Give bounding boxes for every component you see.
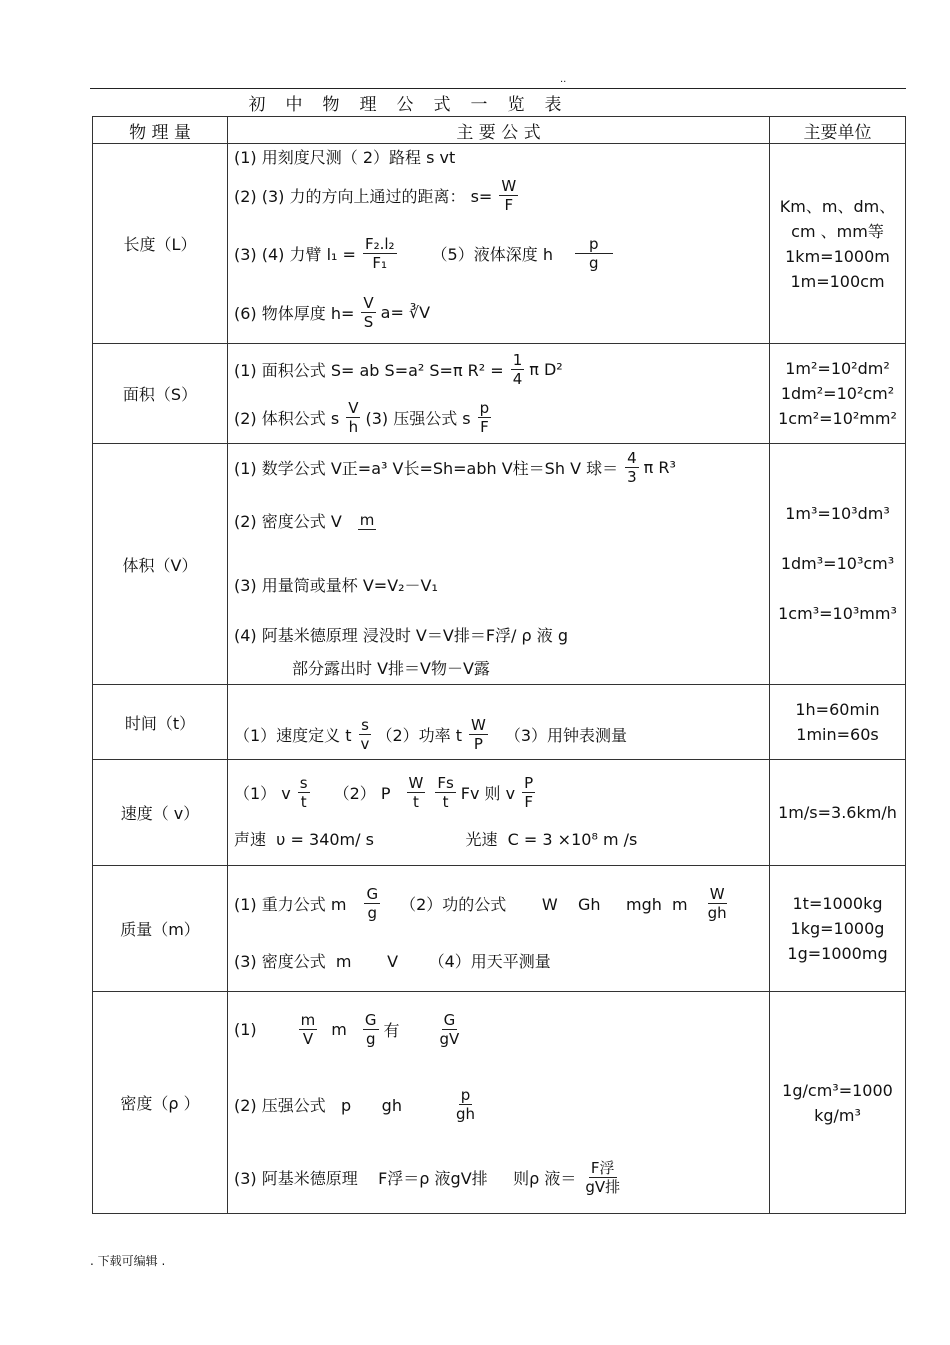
fraction xyxy=(706,885,729,922)
formula-text: (3) 压强公式 s xyxy=(365,409,471,428)
denominator: t xyxy=(412,793,419,811)
numerator: F浮 xyxy=(590,1159,615,1177)
row-area xyxy=(93,344,906,444)
fraction xyxy=(522,774,535,811)
denominator: h xyxy=(348,418,359,436)
denominator: gh xyxy=(707,904,727,922)
formula-cell xyxy=(228,866,770,992)
header-quantity: 物 理 量 xyxy=(93,117,228,144)
unit-line: 1m=100cm xyxy=(790,271,885,291)
header-formula: 主 要 公 式 xyxy=(228,117,770,144)
fraction xyxy=(454,1086,477,1123)
denominator: g xyxy=(367,904,378,922)
denominator: g xyxy=(588,254,599,272)
formula-text: π D² xyxy=(529,360,563,379)
header-dots: .. xyxy=(560,74,567,85)
numerator: G xyxy=(364,1011,377,1029)
formula-cell xyxy=(228,685,770,760)
unit-line: 1kg=1000g xyxy=(790,919,885,938)
fraction xyxy=(363,235,397,272)
row-mass xyxy=(93,866,906,992)
unit-line: 1cm³=10³mm³ xyxy=(778,604,897,623)
quantity-name: 长度（L） xyxy=(93,144,228,344)
formula-line xyxy=(234,819,763,859)
formula-line xyxy=(234,284,763,342)
numerator: p xyxy=(479,399,490,417)
formula-text: a= ∛V xyxy=(380,303,431,322)
denominator: t xyxy=(442,793,449,811)
formula-line xyxy=(234,490,763,550)
formula-text: m xyxy=(331,1020,347,1039)
unit-cell xyxy=(770,760,906,866)
numerator: W xyxy=(709,885,725,903)
numerator: V xyxy=(363,294,374,312)
numerator: P xyxy=(524,774,534,792)
numerator: V xyxy=(348,399,359,417)
unit-line: 1m³=10³dm³ xyxy=(785,504,890,523)
denominator: 4 xyxy=(512,370,523,388)
unit-line: 1min=60s xyxy=(796,725,879,744)
fraction xyxy=(438,1011,462,1048)
unit-cell xyxy=(770,992,906,1214)
unit-line: 1m/s=3.6km/h xyxy=(778,803,897,822)
denominator: t xyxy=(300,793,307,811)
formula-text: (6) 物体厚度 h= xyxy=(234,304,355,323)
formula-text: （1）速度定义 t xyxy=(234,725,352,745)
formula-text: (4) 阿基米德原理 浸没时 V＝V排＝F浮/ ρ 液 g xyxy=(234,625,568,645)
formula-line xyxy=(234,936,763,986)
denominator: S xyxy=(363,313,374,331)
fraction xyxy=(575,235,613,272)
page-footer: . 下载可编辑 . xyxy=(90,1254,166,1268)
unit-line: 1dm³=10³cm³ xyxy=(780,554,895,573)
formula-text: (1) 数学公式 V正=a³ V长=Sh=abh V柱＝Sh V 球＝ xyxy=(234,458,619,478)
formula-line xyxy=(234,650,763,684)
formula-text: (2) 密度公式 V xyxy=(234,511,342,531)
unit-line: 1h=60min xyxy=(795,700,880,719)
formula-line xyxy=(234,1148,763,1208)
formula-line xyxy=(234,709,763,759)
numerator: s xyxy=(299,774,308,792)
formula-text: （2） P xyxy=(333,784,391,803)
numerator: Fs xyxy=(437,774,454,792)
formula-table xyxy=(92,116,906,1214)
formula-text: （3）用钟表测量 xyxy=(504,725,628,745)
unit-line: cm 、mm等 xyxy=(791,221,884,241)
formula-line xyxy=(234,1062,763,1148)
header-unit: 主要单位 xyxy=(770,117,906,144)
fraction xyxy=(363,1011,379,1048)
numerator: p xyxy=(575,235,613,254)
numerator: 4 xyxy=(627,448,637,467)
formula-line xyxy=(234,146,763,168)
formula-cell xyxy=(228,444,770,685)
quantity-name: 体积（V） xyxy=(93,444,228,685)
row-volume xyxy=(93,444,906,685)
formula-line xyxy=(234,618,763,650)
unit-line: 1t=1000kg xyxy=(792,894,883,913)
formula-text: (2) 压强公式 p gh xyxy=(234,1096,402,1115)
formula-text: (1) 面积公式 S= ab S=a² S=π R² = xyxy=(234,361,504,380)
quantity-name: 密度（ρ ） xyxy=(93,992,228,1214)
denominator: 3 xyxy=(627,467,637,486)
fraction xyxy=(361,294,375,331)
unit-line: Km、m、dm、 xyxy=(779,196,896,216)
unit-line: 1g/cm³=1000 xyxy=(782,1080,893,1100)
unit-line: kg/m³ xyxy=(814,1105,861,1125)
numerator: 1 xyxy=(512,351,523,369)
denominator: F₁ xyxy=(372,254,388,272)
formula-cell xyxy=(228,344,770,444)
fraction xyxy=(499,177,518,214)
numerator: W xyxy=(408,774,424,792)
page-title: 初中物理公式一览表 xyxy=(248,95,582,115)
formula-line xyxy=(234,394,763,442)
fraction xyxy=(407,774,426,811)
formula-cell xyxy=(228,144,770,344)
fraction xyxy=(359,716,372,753)
denominator: P xyxy=(473,734,483,753)
formula-text: （2）功的公式 W Gh mgh m xyxy=(400,895,688,914)
formula-text: (3) 密度公式 m V （4）用天平测量 xyxy=(234,952,551,971)
formula-text: 部分露出时 V排＝V物－V露 xyxy=(292,658,490,678)
unit-line: 1m²=10²dm² xyxy=(785,359,890,378)
numerator: m xyxy=(359,510,375,529)
quantity-name: 时间（t） xyxy=(93,685,228,760)
formula-text: （2）功率 t xyxy=(376,725,462,745)
denominator: v xyxy=(360,734,370,753)
fraction xyxy=(478,399,492,436)
numerator: G xyxy=(366,885,379,903)
numerator: m xyxy=(300,1011,316,1029)
header-rule xyxy=(90,88,906,89)
unit-cell xyxy=(770,344,906,444)
row-time xyxy=(93,685,906,760)
formula-line xyxy=(234,168,763,224)
fraction xyxy=(299,1011,318,1048)
formula-text: (3) 用量筒或量杯 V=V₂－V₁ xyxy=(234,575,438,595)
denominator: F xyxy=(524,793,533,811)
unit-cell xyxy=(770,144,906,344)
denominator: gh xyxy=(455,1105,476,1123)
denominator: g xyxy=(365,1030,376,1048)
fraction xyxy=(364,885,380,922)
unit-line: 1cm²=10²mm² xyxy=(778,409,897,428)
formula-text: (1) 重力公式 m xyxy=(234,895,347,914)
numerator: W xyxy=(470,715,486,734)
numerator: W xyxy=(501,177,517,195)
formula-text: Fv 则 v xyxy=(460,784,516,803)
fraction xyxy=(298,774,310,811)
denominator: V xyxy=(302,1030,314,1048)
formula-cell xyxy=(228,760,770,866)
unit-cell xyxy=(770,444,906,685)
fraction xyxy=(469,716,488,753)
quantity-name: 质量（m） xyxy=(93,866,228,992)
unit-cell xyxy=(770,866,906,992)
row-length xyxy=(93,144,906,344)
unit-line: 1dm²=10²cm² xyxy=(780,384,895,403)
denominator: gV xyxy=(439,1030,460,1048)
fraction xyxy=(346,399,360,436)
formula-line xyxy=(234,224,763,284)
formula-text: 声速 υ = 340m/ s 光速 C = 3 ×10⁸ m /s xyxy=(234,830,638,849)
formula-text: （5）液体深度 h xyxy=(431,245,553,264)
formula-text: (3) (4) 力臂 l₁ = xyxy=(234,245,356,264)
row-density xyxy=(93,992,906,1214)
unit-line: 1km=1000m xyxy=(785,246,890,266)
formula-line xyxy=(234,550,763,618)
table-header-row xyxy=(93,117,906,144)
quantity-name: 速度（ v） xyxy=(93,760,228,866)
row-speed xyxy=(93,760,906,866)
numerator: G xyxy=(443,1011,456,1029)
formula-cell xyxy=(228,992,770,1214)
denominator: F xyxy=(504,196,514,214)
fraction xyxy=(435,774,455,811)
formula-text: (3) 阿基米德原理 F浮＝ρ 液gV排 则ρ 液＝ xyxy=(234,1169,577,1188)
fraction xyxy=(625,449,639,486)
formula-line xyxy=(234,998,763,1062)
numerator: F₂.l₂ xyxy=(364,235,395,253)
formula-text: 有 xyxy=(383,1021,400,1040)
formula-text: (2) 体积公式 s xyxy=(234,409,340,428)
formula-text: π R³ xyxy=(643,457,676,477)
numerator: p xyxy=(460,1086,471,1104)
formula-line xyxy=(234,346,763,394)
formula-line xyxy=(234,444,763,490)
unit-line: 1g=1000mg xyxy=(787,944,888,963)
fraction xyxy=(511,351,525,388)
fraction xyxy=(358,511,377,530)
formula-text: (2) (3) 力的方向上通过的距离： s= xyxy=(234,187,493,206)
quantity-name: 面积（S） xyxy=(93,344,228,444)
fraction xyxy=(583,1159,622,1196)
formula-text: (1) xyxy=(234,1020,257,1039)
formula-text: （1） v xyxy=(234,784,291,803)
denominator: gV排 xyxy=(585,1178,621,1196)
numerator: s xyxy=(361,715,369,734)
unit-cell xyxy=(770,685,906,760)
denominator: F xyxy=(480,418,489,436)
formula-line xyxy=(234,872,763,936)
formula-text: (1) 用刻度尺测（ 2）路程 s vt xyxy=(234,148,456,167)
formula-line xyxy=(234,767,763,819)
